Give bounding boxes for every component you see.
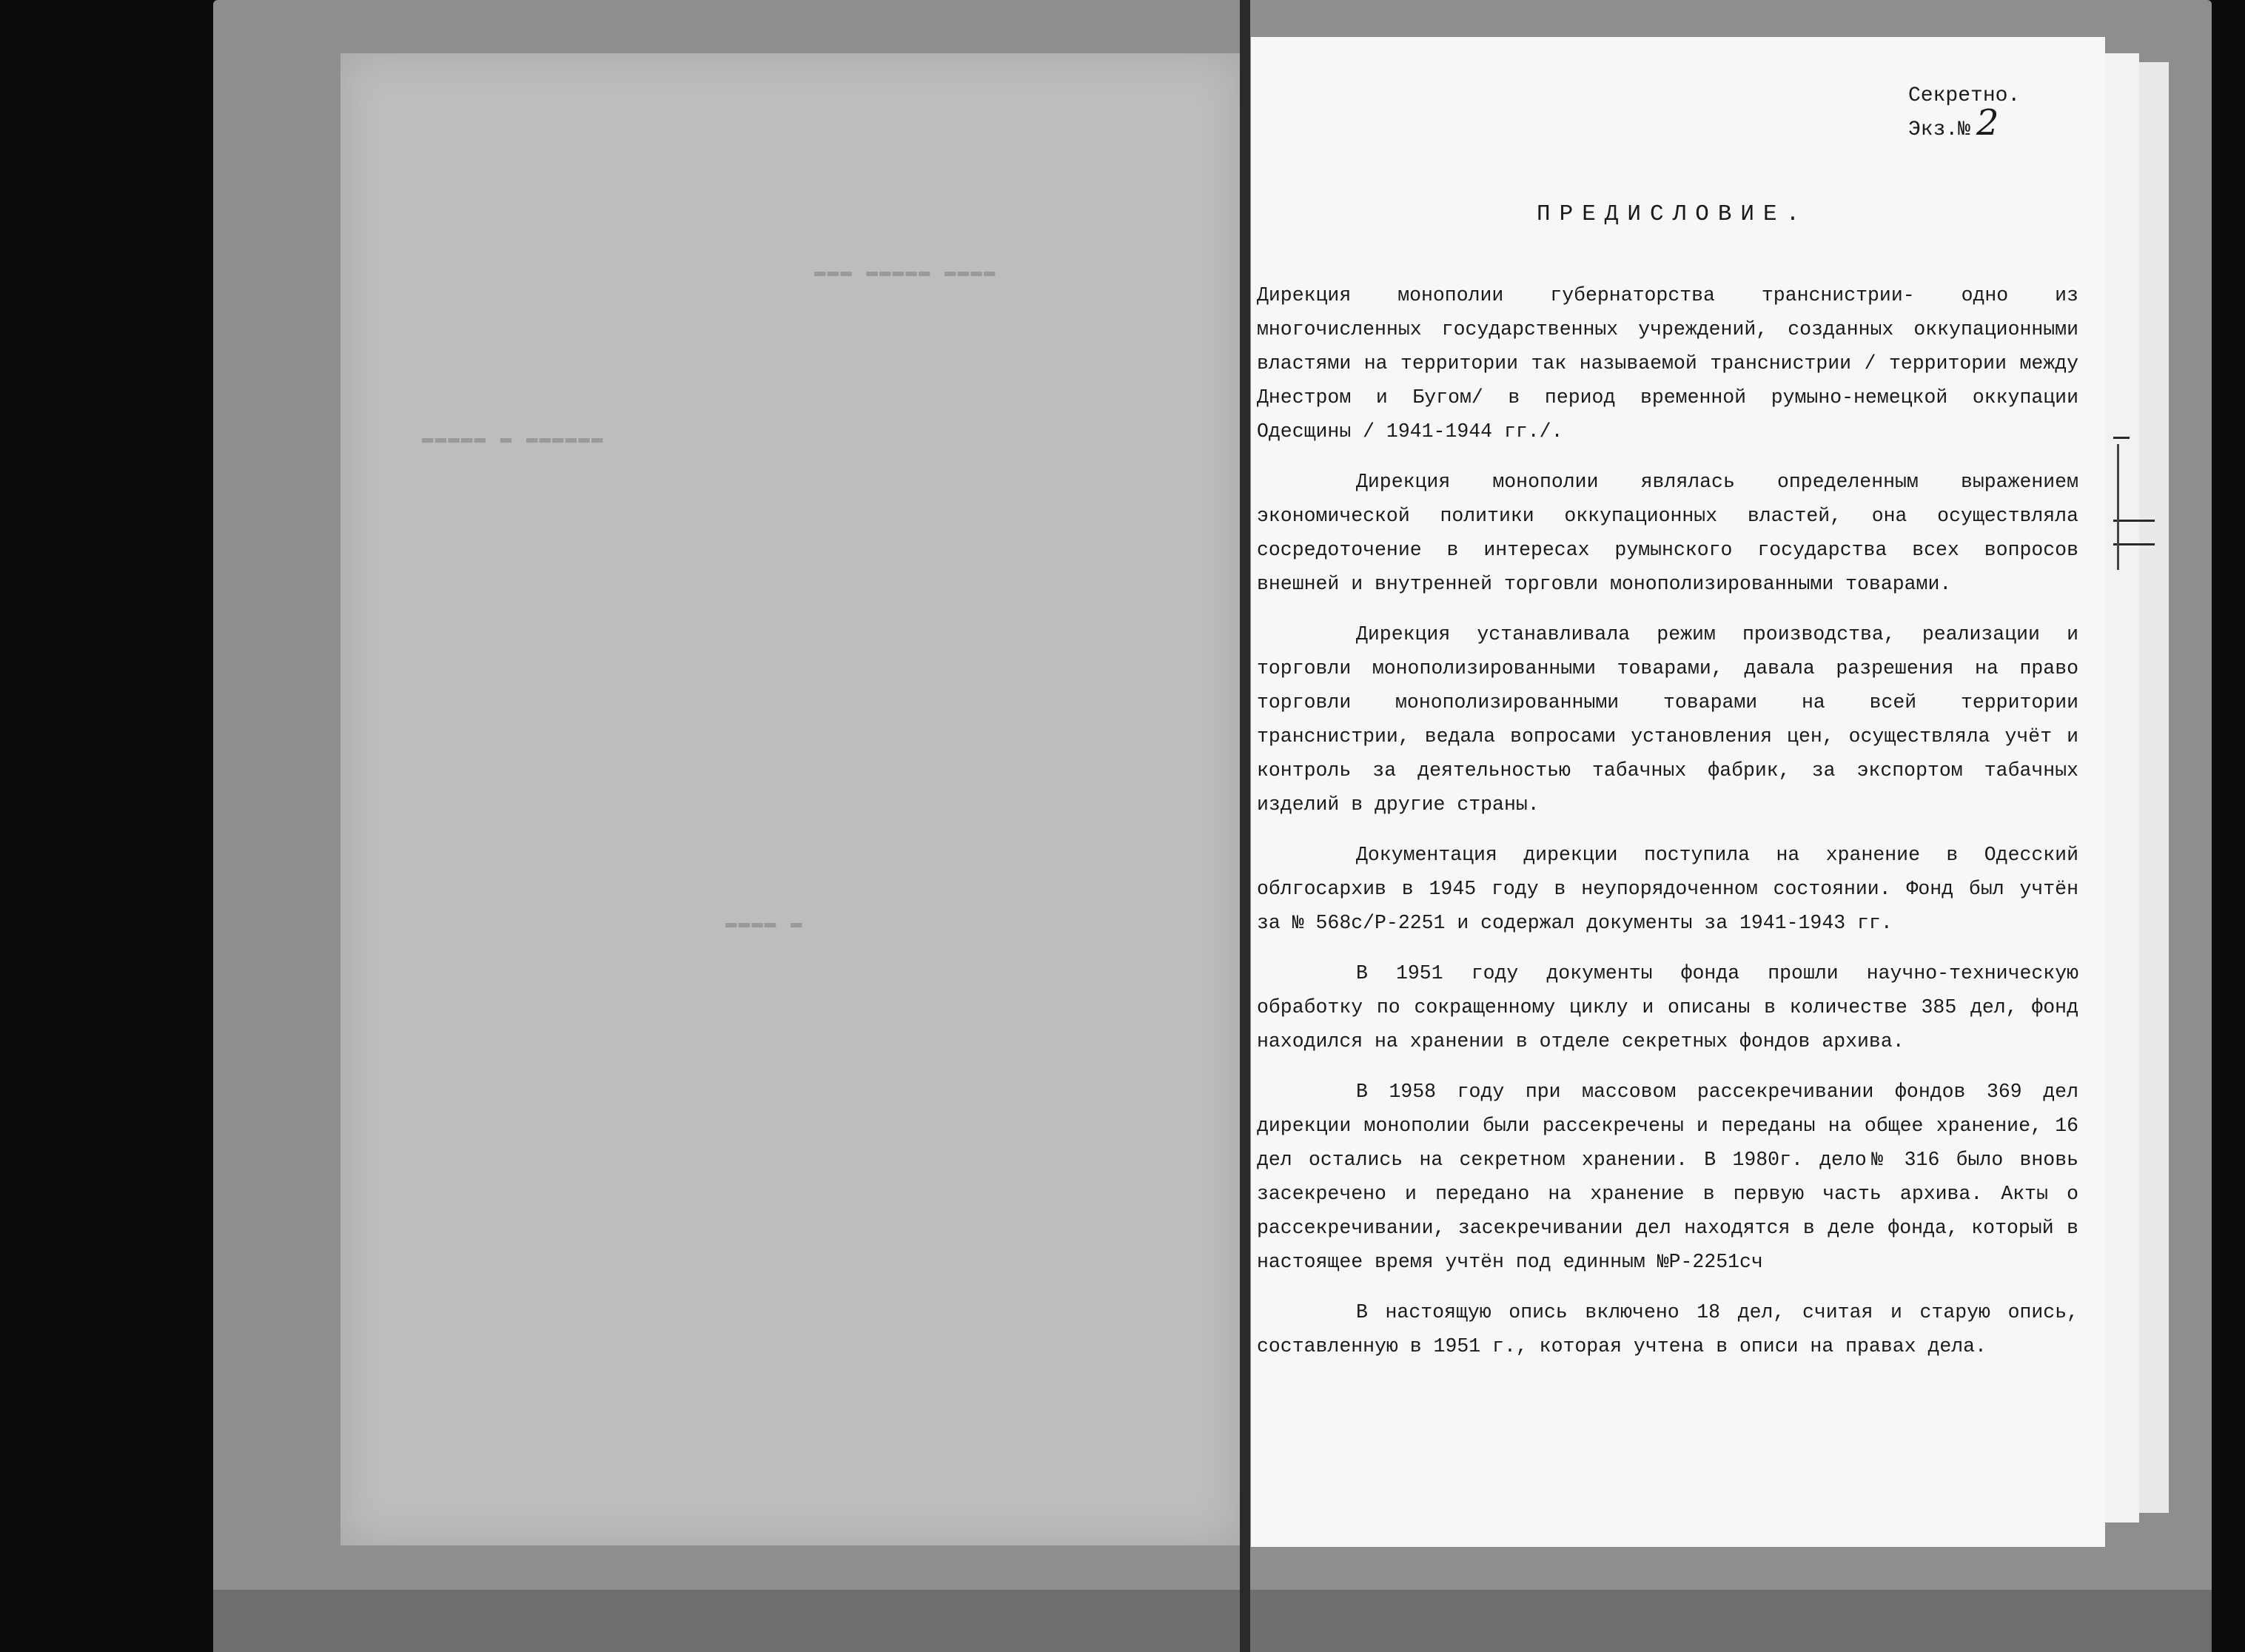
- paragraph: В настоящую опись включено 18 дел, считая и старую опись, составленную в 1951 г., которая учтена в описи на правах дела.: [1257, 1301, 2078, 1357]
- paragraph: Дирекция монополии губернаторства транснистрии- одно из многочисленных государственных учреждений, созданных оккупационными властями на территории так называемой транснистрии / территории между Днестром и Бугом/ в период временной румыно-немецкой оккупации Одесщины / 1941-1944 гг./.: [1257, 284, 2078, 443]
- document-page: [1251, 37, 2105, 1547]
- paragraph: Дирекция устанавливала режим производства, реализации и торговли монополизированными товарами, давала разрешения на право торговли монополизированными товарами на всей территории транснистрии, ведала вопросами установления цен, осуществляла учёт и контроль за деятельностью табачных фабрик, за экспортом табачных изделий в другие страны.: [1257, 623, 2078, 816]
- margin-tick: [2113, 543, 2155, 545]
- bleed-through-mark: ▬▬▬▬▬ ▬ ▬▬▬▬▬▬: [422, 427, 605, 449]
- paragraph: Дирекция монополии являлась определенным выражением экономической политики оккупационных властей, она осуществляла сосредоточение в интересах румынского государства всех вопросов внешней и внутренней торговли монополизированными товарами.: [1257, 471, 2078, 595]
- bleed-through-mark: ▬▬▬ ▬▬▬▬▬ ▬▬▬▬: [814, 261, 997, 283]
- copy-number-line: [1908, 102, 2020, 144]
- paragraph: В 1958 году при массовом рассекречивании фондов 369 дел дирекции монополии были рассекречены и переданы на общее хранение, 16 дел остались на секретном хранении. В 1980г. дело№ 316 было вновь засекречено и передано на хранение в первую часть архива. Акты о рассекречивании, засекречивании дел находятся в деле фонда, который в настоящее время учтён под единным №Р-2251сч: [1257, 1081, 2078, 1273]
- bleed-through-mark: ▬▬▬▬ ▬: [725, 912, 804, 934]
- margin-rule: [2117, 444, 2119, 570]
- copy-label: Экз.№: [1908, 118, 1971, 141]
- margin-tick: [2113, 437, 2130, 439]
- classification-stamp: [1908, 83, 2020, 144]
- page-title: ПРЕДИСЛОВИЕ.: [1537, 201, 1809, 227]
- document-body: [1257, 278, 2078, 1380]
- cover-bottom-edge: [213, 1590, 2212, 1652]
- margin-tick: [2113, 520, 2155, 522]
- classification-label: Секретно.: [1908, 84, 2021, 107]
- copy-number: 2: [1976, 102, 1999, 144]
- paragraph: Документация дирекции поступила на хранение в Одесский облгосархив в 1945 году в неупорядоченном состоянии. Фонд был учтён за № 568с/Р-2251 и содержал документы за 1941-1943 гг.: [1257, 844, 2078, 934]
- left-page-blank: [340, 53, 1240, 1545]
- paragraph: В 1951 году документы фонда прошли научно-техническую обработку по сокращенному циклу и описаны в количестве 385 дел, фонд находился на хранении в отделе секретных фондов архива.: [1257, 962, 2078, 1052]
- book-spine: [1240, 0, 1250, 1652]
